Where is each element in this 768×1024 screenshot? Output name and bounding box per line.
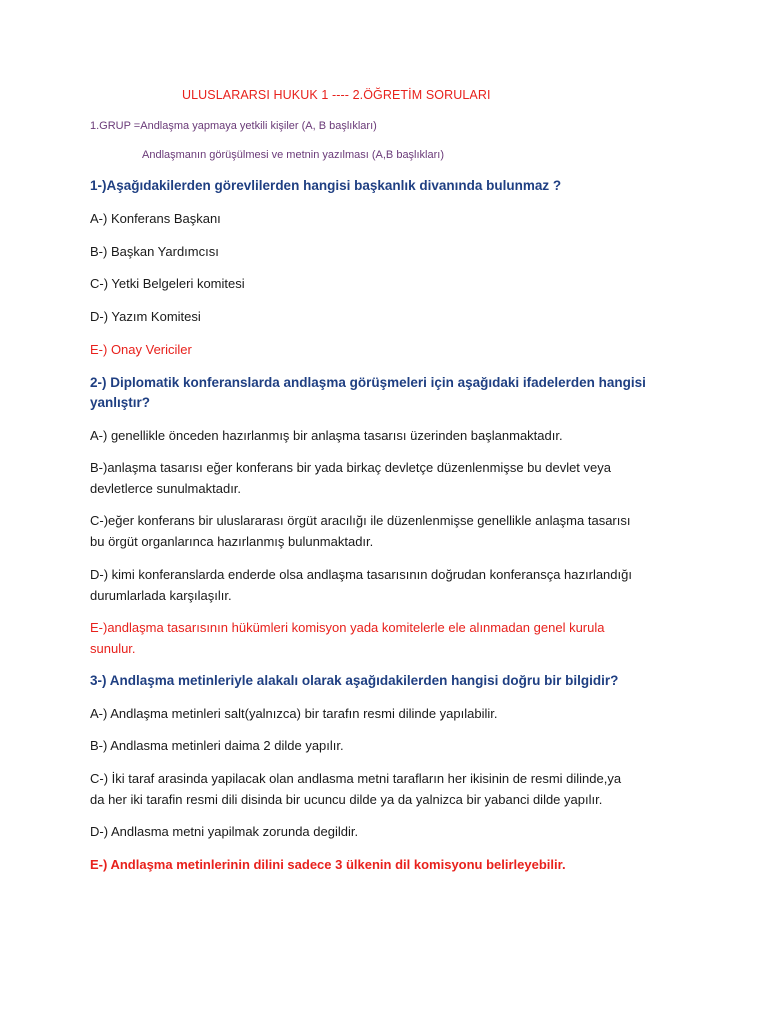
q1-option-a: A-) Konferans Başkanı (90, 211, 221, 226)
q2-option-c-line-1: C-)eğer konferans bir uluslararası örgüt aracılığı ile düzenlenmişse genellikle anlaşma tasarısı (90, 513, 631, 528)
question-2-line-1: 2-) Diplomatik konferanslarda andlaşma görüşmeleri için aşağıdaki ifadelerden hangisi (90, 375, 646, 390)
q3-option-c-line-2: da her iki tarafin resmi dili disinda bir ucuncu dilde ya da yalnizca bir yabanci dilde yapılır. (90, 792, 603, 807)
question-1: 1-)Aşağıdakilerden görevlilerden hangisi başkanlık divanında bulunmaz ? (90, 178, 562, 193)
q2-option-e-answer-line-2: sunulur. (90, 641, 136, 656)
question-2-line-2: yanlıştır? (90, 395, 151, 410)
q2-option-c-line-2: bu örgüt organlarınca hazırlanmış bulunmaktadır. (90, 534, 374, 549)
q2-option-d-line-2: durumlarlada karşılaşılır. (90, 588, 232, 603)
q1-option-d: D-) Yazım Komitesi (90, 309, 201, 324)
q3-option-d: D-) Andlasma metni yapilmak zorunda degildir. (90, 824, 359, 839)
q2-option-b-line-1: B-)anlaşma tasarısı eğer konferans bir yada birkaç devletçe düzenlenmişse bu devlet veya (90, 460, 611, 475)
q3-option-b: B-) Andlasma metinleri daima 2 dilde yapılır. (90, 738, 344, 753)
q2-option-e-answer-line-1: E-)andlaşma tasarısının hükümleri komisyon yada komitelerle ele alınmadan genel kurula (90, 620, 605, 635)
q2-option-b-line-2: devletlerce sunulmaktadır. (90, 481, 242, 496)
q3-option-a: A-) Andlaşma metinleri salt(yalnızca) bir tarafın resmi dilinde yapılabilir. (90, 706, 498, 721)
q2-option-a: A-) genellikle önceden hazırlanmış bir anlaşma tasarısı üzerinden başlanmaktadır. (90, 428, 563, 443)
q1-option-e-answer: E-) Onay Vericiler (90, 342, 192, 357)
page-title: ULUSLARARSI HUKUK 1 ---- 2.ÖĞRETİM SORULARI (182, 88, 491, 102)
group-line-2: Andlaşmanın görüşülmesi ve metnin yazılması (A,B başlıkları) (142, 149, 445, 161)
group-line-1: 1.GRUP =Andlaşma yapmaya yetkili kişiler (A, B başlıkları) (90, 120, 377, 132)
q2-option-d-line-1: D-) kimi konferanslarda enderde olsa andlaşma tasarısının doğrudan konferansça hazırlandığı (90, 567, 632, 582)
question-3: 3-) Andlaşma metinleriyle alakalı olarak aşağıdakilerden hangisi doğru bir bilgidir? (90, 673, 619, 688)
q1-option-c: C-) Yetki Belgeleri komitesi (90, 276, 245, 291)
q3-option-c-line-1: C-) İki taraf arasinda yapilacak olan andlasma metni tarafların her ikisinin de resmi dilinde,ya (90, 771, 622, 786)
q3-option-e-answer: E-) Andlaşma metinlerinin dilini sadece 3 ülkenin dil komisyonu belirleyebilir. (90, 857, 566, 872)
q1-option-b: B-) Başkan Yardımcısı (90, 244, 219, 259)
